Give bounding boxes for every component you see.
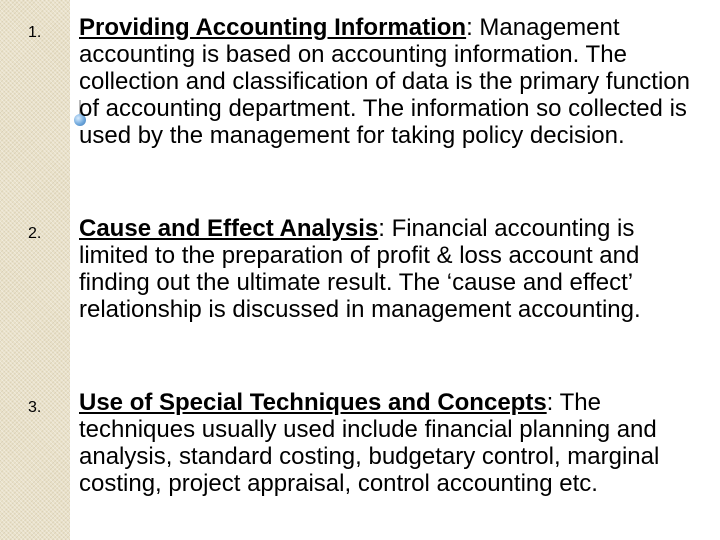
decorative-left-band <box>0 0 70 540</box>
list-item-heading: Providing Accounting Information <box>79 14 467 41</box>
list-item-separator: : <box>466 14 473 41</box>
list-item-separator: : <box>378 215 392 242</box>
list-item-number: 1. <box>28 24 42 41</box>
list-item-separator: : <box>546 389 560 416</box>
list-item-description: Financial accounting is limited to the preparation of profit & loss account and finding out the ultimate result. The ‘cause and effect’ relationship is discussed in management accounting. <box>79 215 641 323</box>
list-item-number: 2. <box>28 225 42 242</box>
list-item-heading: Use of Special Techniques and Concepts <box>79 389 547 416</box>
list-item-body <box>79 215 699 323</box>
list-item-description: Management accounting is based on accounting information. The collection and classification of data is the primary function of accounting department. The information so collected is used by the management for taking policy decision. <box>79 14 690 149</box>
list-item-heading: Cause and Effect Analysis <box>79 215 379 242</box>
list-item-description: The techniques usually used include financial planning and analysis, standard costing, budgetary control, marginal costing, project appraisal, control accounting etc. <box>79 389 660 497</box>
list-item-body <box>79 389 699 497</box>
list-item-body <box>79 14 699 149</box>
list-item-number: 3. <box>28 399 42 416</box>
